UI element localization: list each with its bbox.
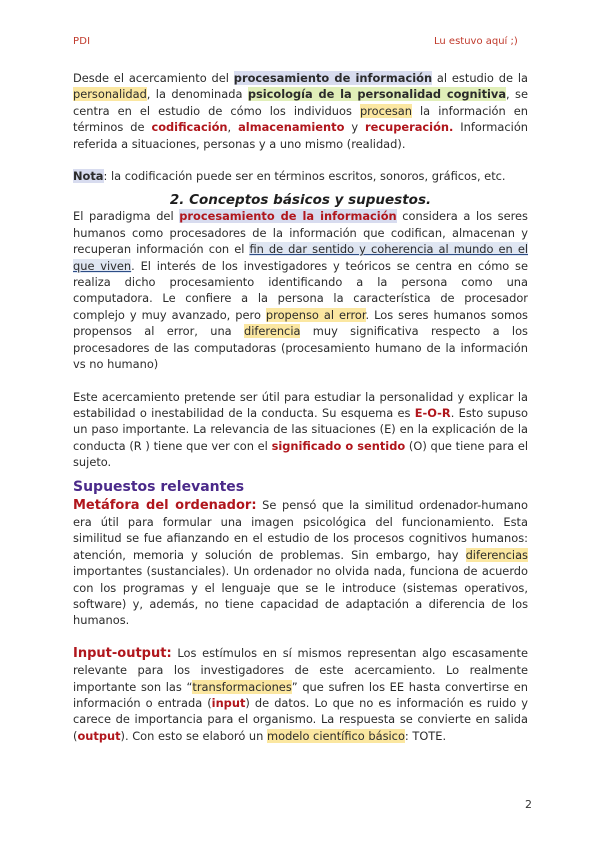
supuestos-title: Supuestos relevantes	[73, 478, 245, 495]
eor-scheme: E-O-R	[414, 405, 451, 420]
intro-paragraph: Desde el acercamiento del procesamiento de información al estudio de la personalidad, la denominada psicología de la personalidad cognitiva, se centra en el estudio de cómo los individuos procesan la información en términos de codificación, almacenamiento y recuperación. Información referida a situaciones, personas y a uno mismo (realidad).	[73, 71, 529, 151]
page-number: 2	[525, 798, 532, 811]
paradigm-paragraph: El paradigma del procesamiento de la información considera a los seres humanos como procesadores de la información que codifican, almacenan y recuperan información con el fin de dar sentido y coherencia al mundo en el que viven. El interés de los investigadores y teóricos se centra en cómo se realiza dicho procesamiento identificando a la persona como una computadora. Le confiere a la persona la característica de procesador complejo y muy avanzado, pero propenso al error. Los seres humanos somos propensos al error, una diferencia muy significativa respecto a los procesadores de las computadoras (procesamiento humano de la información vs no humano)	[73, 209, 529, 372]
highlight-personalidad: personalidad	[73, 87, 147, 102]
section-title: 2. Conceptos básicos y supuestos.	[169, 192, 432, 209]
underline-fin: fin de dar sentido y coherencia al mundo en el que viven	[73, 242, 529, 273]
highlight-procesan: procesan	[359, 103, 412, 118]
highlight-psicologia: psicología de la personalidad cognitiva	[247, 87, 507, 102]
highlight-procesamiento: procesamiento de información	[233, 71, 433, 85]
metafora-paragraph: Metáfora del ordenador: Se pensó que la similitud ordenador-humano era útil para formular una imagen psicológica del funcionamiento. Esta similitud se fue afianzando en el estudio de los procesos cognitivos humanos: atención, memoria y solución de problemas. Sin embargo, hay diferencias importantes (sustanciales). Un ordenador no olvida nada, funciona de acuerdo con los programas y el lenguaje que se le introduce (sistemas operativos, software) y, además, no tiene capacidad de adaptación a diferencia de los humanos.	[73, 497, 528, 628]
page-content	[73, 70, 528, 744]
note-label: Nota	[73, 169, 104, 184]
input-output-paragraph: Input-output: Los estímulos en sí mismos representan algo escasamente relevante para los investigadores de este acercamiento. Lo realmente importante son las “transformaciones” que sufren los EE hasta convertirse en información o entrada (input) de datos. Lo que no es información es ruido y carece de importancia para el organismo. La respuesta se convierte en salida (output). Con esto se elaboró un modelo científico básico: TOTE.	[73, 645, 528, 743]
term-input-output: Input-output:	[73, 645, 172, 661]
term-metafora: Metáfora del ordenador:	[73, 497, 257, 513]
note-paragraph: Nota: la codificación puede ser en términos escritos, sonoros, gráficos, etc.	[73, 169, 506, 184]
header-note: Lu estuvo aquí ;)	[434, 36, 518, 47]
eor-paragraph: Este acercamiento pretende ser útil para estudiar la personalidad y explicar la estabilidad o inestabilidad de la conducta. Su esquema es E-O-R. Esto supuso un paso importante. La relevancia de las situaciones (E) en la explicación de la conducta (R ) tiene que ver con el significado o sentido (O) que tiene para el sujeto.	[73, 389, 529, 470]
header-course: PDI	[73, 36, 91, 47]
